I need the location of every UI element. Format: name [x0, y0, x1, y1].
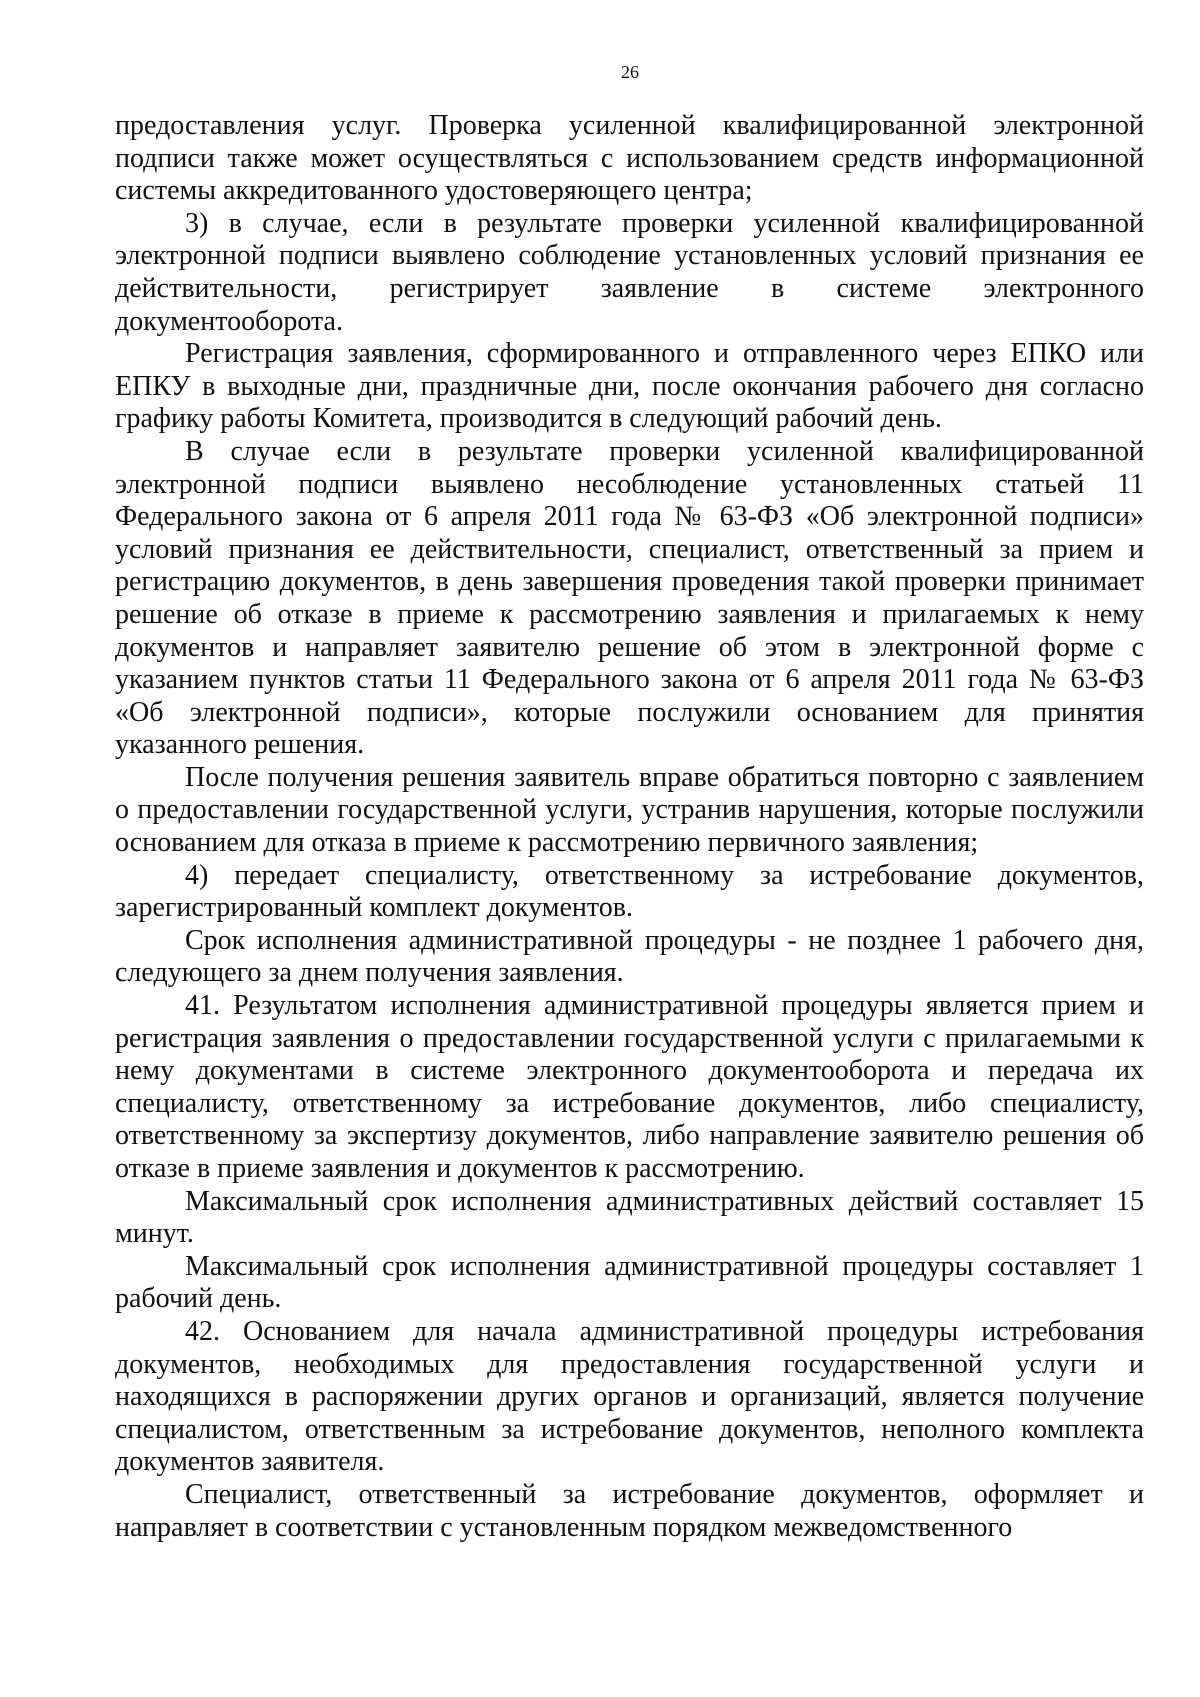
paragraph-item-3: 3) в случае, если в результате проверки усиленной квалифицированной электронной подписи выявлено соблюдение установленных условий признания ее действительности, регистрирует заявление в системе электронного документооборота.: [115, 207, 1144, 337]
paragraph-max-procedure-time: Максимальный срок исполнения административной процедуры составляет 1 рабочий день.: [115, 1250, 1144, 1315]
paragraph-max-actions-time: Максимальный срок исполнения административных действий составляет 15 минут.: [115, 1185, 1144, 1250]
paragraph-item-4: 4) передает специалисту, ответственному за истребование документов, зарегистрированный комплект документов.: [115, 859, 1144, 924]
paragraph-42: 42. Основанием для начала административной процедуры истребования документов, необходимых для предоставления государственной услуги и находящихся в распоряжении других органов и организаций, является получение специалистом, ответственным за истребование документов, неполного комплекта документов заявителя.: [115, 1315, 1144, 1478]
paragraph-deadline: Срок исполнения административной процедуры - не позднее 1 рабочего дня, следующего за днем получения заявления.: [115, 924, 1144, 989]
paragraph-41: 41. Результатом исполнения административной процедуры является прием и регистрация заявления о предоставлении государственной услуги с прилагаемыми к нему документами в системе электронного документооборота и передача их специалисту, ответственному за истребование документов, либо специалисту, ответственному за экспертизу документов, либо направление заявителю решения об отказе в приеме заявления и документов к рассмотрению.: [115, 990, 1144, 1184]
document-body: [115, 110, 1144, 1544]
page-number: 26: [621, 62, 639, 82]
paragraph-resubmission: После получения решения заявитель вправе обратиться повторно с заявлением о предоставлении государственной услуги, устранив нарушения, которые послужили основанием для отказа в приеме к рассмотрению первичного заявления;: [115, 761, 1144, 859]
paragraph-specialist-request: Специалист, ответственный за истребование документов, оформляет и направляет в соответствии с установленным порядком межведомственного: [115, 1478, 1144, 1543]
paragraph-signature-noncompliance: В случае если в результате проверки усиленной квалифицированной электронной подписи выявлено несоблюдение установленных статьей 11 Федерального закона от 6 апреля 2011 года № 63-ФЗ «Об электронной подписи» условий признания ее действительности, специалист, ответственный за прием и регистрацию документов, в день завершения проведения такой проверки принимает решение об отказе в приеме к рассмотрению заявления и прилагаемых к нему документов и направляет заявителю решение об этом в электронной форме с указанием пунктов статьи 11 Федерального закона от 6 апреля 2011 года № 63-ФЗ «Об электронной подписи», которые послужили основанием для принятия указанного решения.: [115, 435, 1144, 761]
paragraph-registration: Регистрация заявления, сформированного и отправленного через ЕПКО или ЕПКУ в выходные дни, праздничные дни, после окончания рабочего дня согласно графику работы Комитета, производится в следующий рабочий день.: [115, 338, 1144, 435]
paragraph-continued: предоставления услуг. Проверка усиленной квалифицированной электронной подписи также может осуществляться с использованием средств информационной системы аккредитованного удостоверяющего центра;: [115, 110, 1144, 207]
